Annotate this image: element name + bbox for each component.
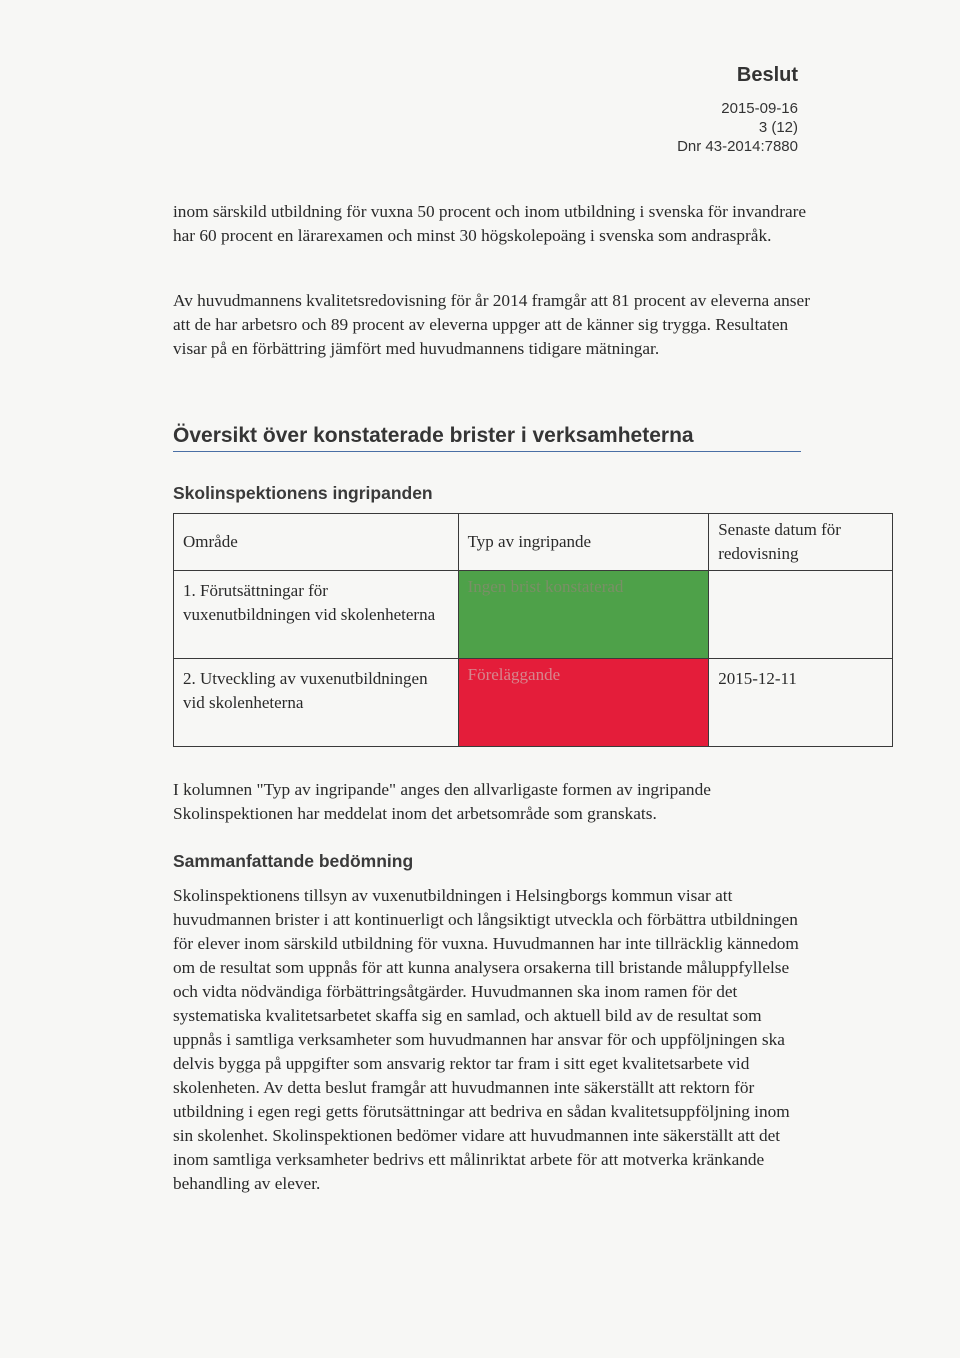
quality-text: Av huvudmannens kvalitetsredovisning för år 2014 framgår att 81 procent av eleverna anser att de har arbetsro och 89 procent av eleverna uppger att de känner sig trygga. Resultaten visar på en förbättring jämfört med huvudmannens tidigare mätningar. bbox=[173, 291, 810, 358]
row-type-label: Föreläggande bbox=[467, 665, 561, 684]
document-date: 2015-09-16 bbox=[721, 100, 798, 117]
summary-text: Skolinspektionens tillsyn av vuxenutbildningen i Helsingborgs kommun visar att huvudmannen brister i att kontinuerligt och långsiktigt utveckla och förbättra utbildningen för elever inom särskild utbildning för vuxna. Huvudmannen har inte tillräcklig kännedom om de resultat som uppnås för att kunna analysera orsakerna till bristande måluppfyllelse och vidta nödvändiga förbättringsåtgärder. Huvudmannen ska inom ramen för det systematiska kvalitetsarbetet skaffa sig en samlad, och aktuell bild av de resultat som uppnås i samtliga verksamheter som huvudmannen har ansvar för och uppföljningen ska delvis bygga på uppgifter som ansvarig rektor tar fram i sitt eget kvalitetsarbete vid skolenheten. Av detta beslut framgår att huvudmannen inte säkerställt att rektorn för utbildning i egen regi getts förutsättningar att bedriva en sådan kvalitetsuppföljning inom sin skolenhet. Skolinspektionen bedömer vidare att huvudmannen inte säkerställt att det inom samtliga verksamheter bedrivs ett målinriktat arbete för att motverka kränkande behandling av elever. bbox=[173, 886, 799, 1193]
intro-text: inom särskild utbildning för vuxna 50 procent och inom utbildning i svenska för invandrare har 60 procent en lärarexamen och minst 30 högskolepoäng i svenska som andraspråk. bbox=[173, 202, 807, 245]
header-type: Typ av ingripande bbox=[458, 514, 709, 571]
header-area: Område bbox=[174, 514, 459, 571]
overview-heading: Översikt över konstaterade brister i verksamheterna bbox=[173, 424, 801, 452]
row-type-green bbox=[458, 571, 709, 659]
quality-paragraph bbox=[173, 289, 813, 361]
table-note-text: I kolumnen "Typ av ingripande" anges den allvarligaste formen av ingripande Skolinspektionen har meddelat inom det arbetsområde som granskats. bbox=[173, 780, 711, 823]
row-area: 1. Förutsättningar för vuxenutbildningen vid skolenheterna bbox=[174, 571, 459, 659]
row-area: 2. Utveckling av vuxenutbildningen vid skolenheterna bbox=[174, 659, 459, 747]
table-note-paragraph bbox=[173, 778, 813, 826]
summary-heading: Sammanfattande bedömning bbox=[173, 851, 414, 871]
table-header-row bbox=[174, 514, 893, 571]
table-row bbox=[174, 659, 893, 747]
case-number: Dnr 43-2014:7880 bbox=[677, 138, 798, 155]
intro-paragraph bbox=[173, 200, 813, 248]
header-date: Senaste datum för redovisning bbox=[709, 514, 893, 571]
row-type-label: Ingen brist konstaterad bbox=[467, 577, 624, 596]
page-number: 3 (12) bbox=[758, 119, 798, 136]
summary-paragraph bbox=[173, 884, 813, 1196]
table-row bbox=[174, 571, 893, 659]
row-type-red bbox=[458, 659, 709, 747]
row-date: 2015-12-11 bbox=[709, 659, 893, 747]
interventions-heading: Skolinspektionens ingripanden bbox=[173, 483, 433, 503]
row-date bbox=[709, 571, 893, 659]
document-header bbox=[677, 64, 798, 156]
document-title: Beslut bbox=[736, 64, 798, 86]
interventions-table bbox=[173, 513, 893, 747]
